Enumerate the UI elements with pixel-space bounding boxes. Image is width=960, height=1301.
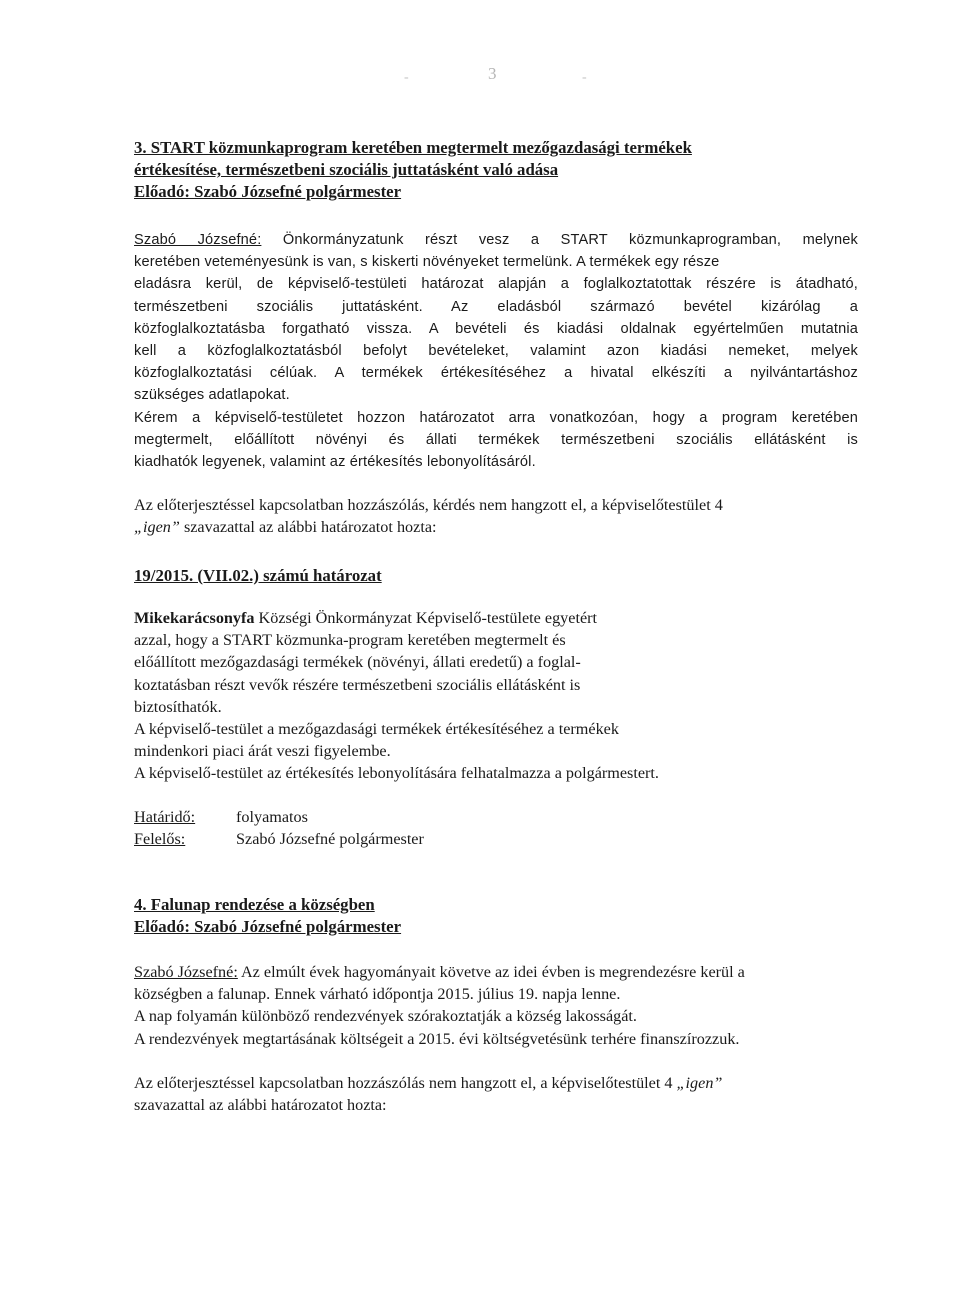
section-3-body bbox=[134, 229, 858, 473]
page-dot-right: - bbox=[582, 70, 587, 85]
section-3-body-line-1: Szabó Józsefné: Önkormányzatunk részt vesz a START közmunkaprogramban, melynek bbox=[134, 232, 858, 248]
section-3-presenter: Előadó: Szabó Józsefné polgármester bbox=[134, 182, 402, 201]
section-4-heading bbox=[134, 894, 401, 938]
section-3-vote-line-1: Az előterjesztéssel kapcsolatban hozzászólás, kérdés nem hangzott el, a képviselőtestület 4 bbox=[134, 496, 723, 514]
resolution-line-1: Mikekarácsonyfa Községi Önkormányzat Képviselő-testülete egyetért bbox=[134, 609, 598, 627]
responsible-row bbox=[134, 828, 424, 850]
section-4-body-line-4: A rendezvények megtartásának költségeit a 2015. évi költségvetésünk terhére finanszírozzuk. bbox=[134, 1029, 740, 1048]
section-3-heading bbox=[134, 137, 692, 203]
page-dot-left: - bbox=[404, 70, 409, 85]
page-number: 3 bbox=[488, 64, 497, 83]
resolution-line-3: előállított mezőgazdasági termékek (növényi, állati eredetű) a foglal- bbox=[134, 653, 581, 672]
section-3-body-line-8: szükséges adatlapokat. bbox=[134, 387, 290, 404]
resolution-line-7: mindenkori piaci árát veszi figyelembe. bbox=[134, 742, 391, 761]
section-3-vote-line-2: „igen” szavazattal az alábbi határozatot hozta: bbox=[134, 518, 437, 537]
resolution-line-5: biztosíthatók. bbox=[134, 697, 222, 716]
resolution-lead: Mikekarácsonyfa bbox=[134, 609, 255, 627]
resolution-line-6: A képviselő-testület a mezőgazdasági termékek értékesítéséhez a termékek bbox=[134, 720, 619, 739]
resolution-line-2: azzal, hogy a START közmunka-program keretében megtermelt és bbox=[134, 631, 566, 650]
section-4-body-line-2: községben a falunap. Ennek várható időpontja 2015. július 19. napja lenne. bbox=[134, 985, 621, 1004]
section-4-presenter: Előadó: Szabó Józsefné polgármester bbox=[134, 917, 402, 936]
section-4-body-line-1: Szabó Józsefné: Az elmúlt évek hagyományait követve az idei évben is megrendezésre kerül a bbox=[134, 963, 745, 981]
resolution-line-8: A képviselő-testület az értékesítés lebonyolítására felhatalmazza a polgármestert. bbox=[134, 764, 659, 783]
resolution-line-4: koztatásban részt vevők részére természetbeni szociális ellátásként is bbox=[134, 675, 581, 694]
section-3-title-line-1: 3. START közmunkaprogram keretében megtermelt mezőgazdasági termékek bbox=[134, 138, 692, 157]
section-4-body-line-3: A nap folyamán különböző rendezvények szórakoztatják a község lakosságát. bbox=[134, 1007, 637, 1026]
resolution-meta bbox=[134, 806, 424, 850]
section-3-title-line-2: értékesítése, természetbeni szociális juttatásként való adása bbox=[134, 160, 559, 179]
section-3-vote-yes: „igen” bbox=[134, 518, 180, 537]
section-4-speaker: Szabó Józsefné: bbox=[134, 963, 238, 981]
resolution-text bbox=[134, 607, 659, 785]
section-3-body-line-3: eladásra kerül, de képviselő-testületi határozat alapján a foglalkoztatottak részére is átadható, bbox=[134, 276, 858, 293]
section-3-speaker: Szabó Józsefné: bbox=[134, 232, 262, 248]
section-3-body-line-9: Kérem a képviselő-testületet hozzon határozatot arra vonatkozóan, hogy a program keretében bbox=[134, 409, 858, 426]
deadline-label: Határidő: bbox=[134, 808, 196, 826]
responsible-label: Felelős: bbox=[134, 830, 186, 849]
section-3-body-line-6: kell a közfoglalkoztatásból befolyt bevételeket, valamint azon kiadási nemeket, melyek bbox=[134, 343, 858, 360]
section-3-vote bbox=[134, 494, 723, 538]
section-4-title: 4. Falunap rendezése a községben bbox=[134, 895, 375, 914]
deadline-row bbox=[134, 806, 424, 828]
resolution-heading bbox=[134, 565, 382, 587]
section-3-body-line-11: kiadhatók legyenek, valamint az értékesítés lebonyolításáról. bbox=[134, 454, 536, 471]
section-4-vote bbox=[134, 1072, 722, 1116]
section-4-vote-line-1: Az előterjesztéssel kapcsolatban hozzászólás nem hangzott el, a képviselőtestület 4 „igen” bbox=[134, 1074, 723, 1092]
section-3-body-line-10: megtermelt, előállított növényi és állati termékek természetbeni szociális ellátásként is bbox=[134, 431, 858, 448]
section-3-body-line-4: természetbeni szociális juttatásként. Az eladásból származó bevétel kizárólag a bbox=[134, 298, 858, 315]
section-3-body-line-7: közfoglalkoztatási célúak. A termékek értékesítéséhez a hivatal elkészíti a nyilvántartáshoz bbox=[134, 365, 858, 382]
section-3-body-line-2: keretében veteményesünk is van, s kiskerti növényeket termelünk. A termékek egy része bbox=[134, 254, 720, 271]
responsible-value: Szabó Józsefné polgármester bbox=[236, 830, 424, 849]
deadline-value: folyamatos bbox=[236, 808, 308, 826]
section-4-vote-line-2: szavazattal az alábbi határozatot hozta: bbox=[134, 1096, 387, 1115]
section-3-body-line-5: közfoglalkoztatásba forgatható vissza. A bevételi és kiadási oldalnak egyértelműen mutatnia bbox=[134, 320, 858, 337]
section-4-body bbox=[134, 961, 745, 1050]
resolution-number: 19/2015. (VII.02.) számú határozat bbox=[134, 566, 382, 585]
section-4-vote-yes: „igen” bbox=[676, 1074, 723, 1092]
